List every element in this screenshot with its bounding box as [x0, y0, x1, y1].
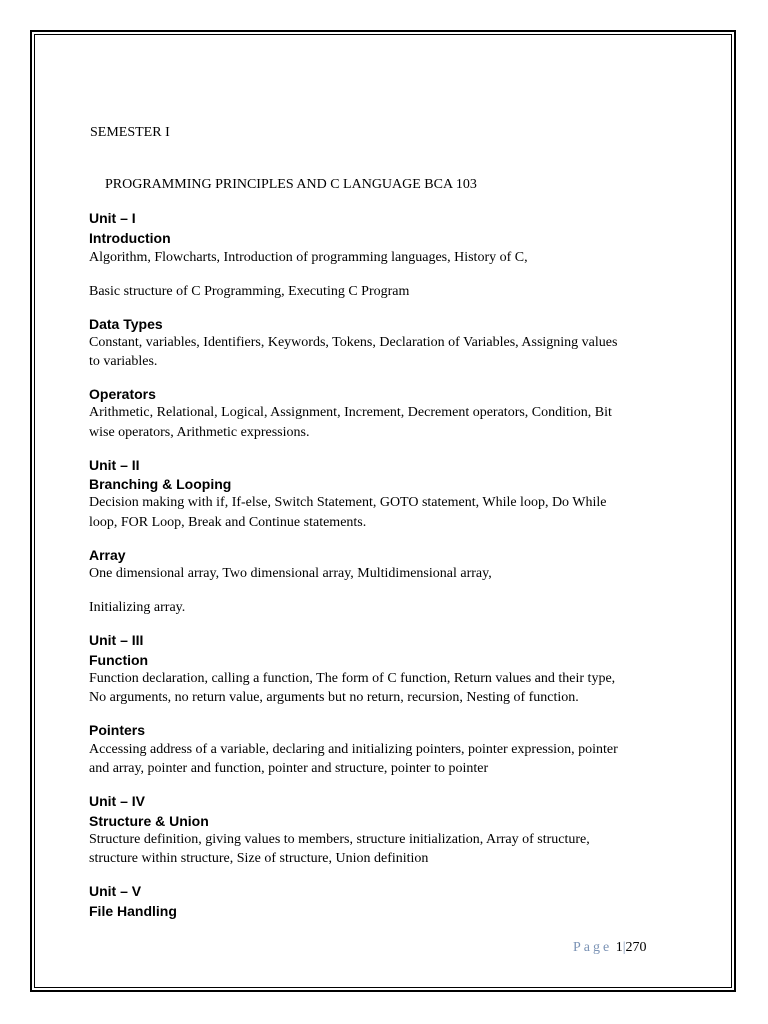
unit-3-heading: Unit – III	[89, 632, 144, 648]
page-separator: |	[622, 940, 626, 955]
unit-4-topic-1-line-1: Structure definition, giving values to members, structure initialization, Array of structure,	[89, 832, 590, 847]
unit-1-topic-2-line-1: Constant, variables, Identifiers, Keywords, Tokens, Declaration of Variables, Assigning values	[89, 335, 618, 350]
unit-2-topic-1-line-2: loop, FOR Loop, Break and Continue statements.	[89, 515, 367, 530]
page-footer	[573, 940, 647, 956]
unit-2-topic-1-line-1: Decision making with if, If-else, Switch Statement, GOTO statement, While loop, Do While	[89, 495, 607, 510]
semester-title: SEMESTER I	[90, 125, 170, 140]
unit-3-topic-1-title: Function	[89, 652, 149, 668]
unit-3-topic-1-line-2: No arguments, no return value, arguments but no return, recursion, Nesting of function.	[89, 690, 579, 705]
unit-2-topic-2-line-1: One dimensional array, Two dimensional array, Multidimensional array,	[89, 566, 492, 581]
unit-2-topic-1-title: Branching & Looping	[89, 476, 232, 492]
unit-2-topic-2-line-2: Initializing array.	[89, 600, 186, 615]
unit-1-topic-3-line-2: wise operators, Arithmetic expressions.	[89, 425, 310, 440]
unit-4-topic-1-line-2: structure within structure, Size of structure, Union definition	[89, 851, 429, 866]
unit-3-topic-2-title: Pointers	[89, 722, 146, 738]
unit-5-topic-1-title: File Handling	[89, 903, 177, 919]
unit-3-topic-2-line-2: and array, pointer and function, pointer and structure, pointer to pointer	[89, 761, 489, 776]
unit-2-topic-2-title: Array	[89, 547, 126, 563]
page-number: 1	[615, 940, 623, 955]
course-title: PROGRAMMING PRINCIPLES AND C LANGUAGE BCA 103	[105, 177, 477, 192]
unit-1-topic-1-line-1: Algorithm, Flowcharts, Introduction of programming languages, History of C,	[89, 250, 528, 265]
unit-1-topic-3-title: Operators	[89, 386, 156, 402]
unit-1-topic-2-title: Data Types	[89, 316, 163, 332]
unit-3-topic-2-line-1: Accessing address of a variable, declaring and initializing pointers, pointer expression, pointer	[89, 742, 618, 757]
unit-4-heading: Unit – IV	[89, 793, 146, 809]
unit-4-topic-1-title: Structure & Union	[89, 813, 209, 829]
unit-1-heading: Unit – I	[89, 210, 136, 226]
unit-1-topic-1-title: Introduction	[89, 230, 171, 246]
unit-3-topic-1-line-1: Function declaration, calling a function, The form of C function, Return values and their type,	[89, 671, 616, 686]
unit-1-topic-2-line-2: to variables.	[89, 354, 158, 369]
unit-5-heading: Unit – V	[89, 883, 142, 899]
unit-2-heading: Unit – II	[89, 457, 140, 473]
unit-1-topic-1-line-2: Basic structure of C Programming, Executing C Program	[89, 284, 410, 299]
unit-1-topic-3-line-1: Arithmetic, Relational, Logical, Assignment, Increment, Decrement operators, Condition, Bit	[89, 405, 612, 420]
page-total: 270	[625, 940, 647, 955]
page-word: Page	[573, 940, 613, 955]
